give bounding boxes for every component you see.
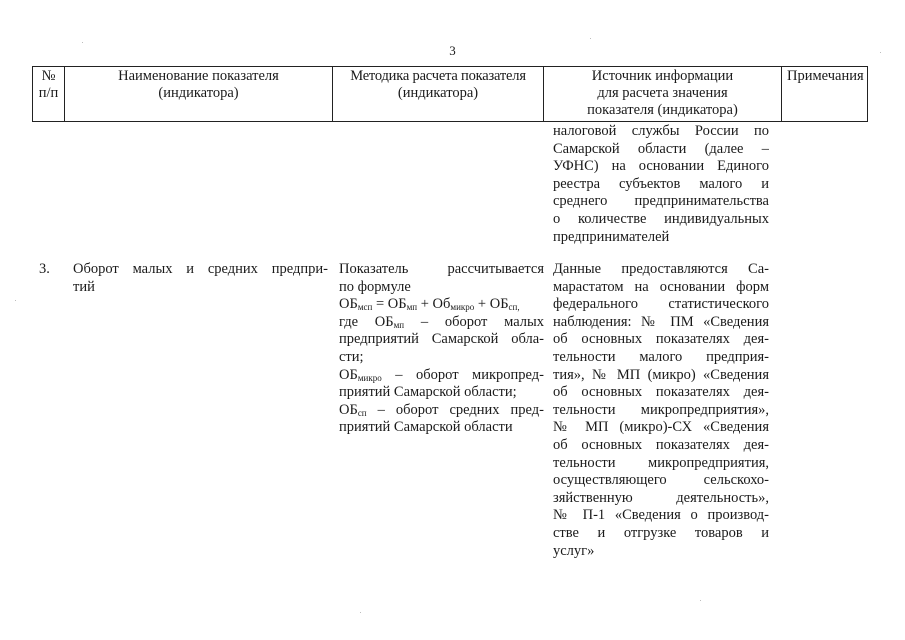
source-line: тельности микропредприятия», <box>553 401 769 418</box>
formula <box>339 296 544 314</box>
formula-subscript: мп <box>406 302 418 313</box>
formula-operator: + <box>474 296 490 313</box>
source-line: Данные предоставляются Са- <box>553 261 769 277</box>
definition-subscript: мп <box>393 319 405 330</box>
source-line: марастатом на основании форм <box>553 278 769 295</box>
indicator-name-line: тий <box>73 278 95 295</box>
source-line: тельности малого предприя- <box>553 348 769 365</box>
formula-term: ОБ <box>339 296 358 313</box>
header-name-line: Наименование показателя <box>118 68 279 84</box>
formula-term: Об <box>432 296 451 313</box>
formula-subscript: сп, <box>508 302 520 313</box>
header-source-line: показателя (индикатора) <box>587 102 738 118</box>
method-line: сти; <box>339 348 364 365</box>
header-source-line: Источник информации <box>591 68 734 84</box>
formula-term: ОБ <box>489 296 509 313</box>
method-line: приятий Самарской области <box>339 419 513 436</box>
header-num-line: № <box>41 68 56 84</box>
page-number: 3 <box>449 43 456 58</box>
formula-subscript: микро <box>450 302 475 313</box>
definition-text: – оборот средних пред- <box>366 401 544 418</box>
definition-term: ОБ <box>339 366 358 383</box>
source-line: среднего предпринимательства <box>553 193 769 210</box>
header-name-line: (индикатора) <box>158 85 239 101</box>
definition-term: где ОБ <box>339 313 394 330</box>
definition-subscript: сп <box>357 407 367 418</box>
row-number: 3. <box>39 261 50 277</box>
source-line: федерального статистического <box>553 296 769 313</box>
formula-term: ОБ <box>387 296 407 313</box>
header-notes-line: Примечания <box>787 68 864 84</box>
indicator-name-cell <box>73 261 328 296</box>
source-line: Самарской области (далее – <box>553 140 769 157</box>
header-method-line: (индикатора) <box>397 85 479 101</box>
source-line: об основных показателях дея- <box>553 436 769 453</box>
header-method-line: Методика расчета показателя <box>350 68 526 84</box>
source-cell <box>553 261 769 560</box>
source-line: предпринимателей <box>553 228 670 245</box>
method-definition <box>339 402 544 420</box>
source-line: тельности микропредприятия, <box>553 454 769 471</box>
method-cell <box>339 261 544 437</box>
method-line: по формуле <box>339 278 411 295</box>
source-line: реестра субъектов малого и <box>553 175 769 192</box>
row-number-cell <box>39 261 63 279</box>
source-line: об основных показателях дея- <box>553 384 769 401</box>
source-line: зяйственную деятельность», <box>553 489 769 506</box>
method-line: предприятий Самарской обла- <box>339 331 544 348</box>
method-line: приятий Самарской области; <box>339 384 517 401</box>
source-line: об основных показателях дея- <box>553 331 769 348</box>
continued-source-cell <box>553 123 769 246</box>
source-line: стве и отгрузке товаров и <box>553 524 769 541</box>
source-line: № МП (микро)-СХ «Сведения <box>553 419 769 436</box>
method-definition <box>339 314 544 332</box>
source-line: УФНС) на основании Единого <box>553 158 769 175</box>
method-definition <box>339 367 544 385</box>
header-num-line: п/п <box>38 85 59 101</box>
source-line: № П-1 «Сведения о производ- <box>553 507 769 524</box>
source-line: осуществляющего сельскохо- <box>553 472 769 489</box>
formula-operator: = <box>372 296 388 313</box>
indicator-name-line: Оборот малых и средних предпри- <box>73 261 328 277</box>
definition-term: ОБ <box>339 401 358 418</box>
source-line: тия», № МП (микро) «Сведения <box>553 366 769 383</box>
definition-text: – оборот малых <box>404 313 544 330</box>
formula-subscript: мсп <box>357 302 373 313</box>
source-line: наблюдения: № ПМ «Сведения <box>553 313 769 330</box>
method-line: Показатель рассчитывается <box>339 261 544 277</box>
source-line: услуг» <box>553 542 595 559</box>
source-line: о количестве индивидуальных <box>553 210 769 227</box>
definition-subscript: микро <box>357 372 382 383</box>
definition-text: – оборот микропред- <box>381 366 544 383</box>
header-source-line: для расчета значения <box>597 85 728 101</box>
source-line: налоговой службы России по <box>553 123 769 139</box>
formula-operator: + <box>417 296 433 313</box>
